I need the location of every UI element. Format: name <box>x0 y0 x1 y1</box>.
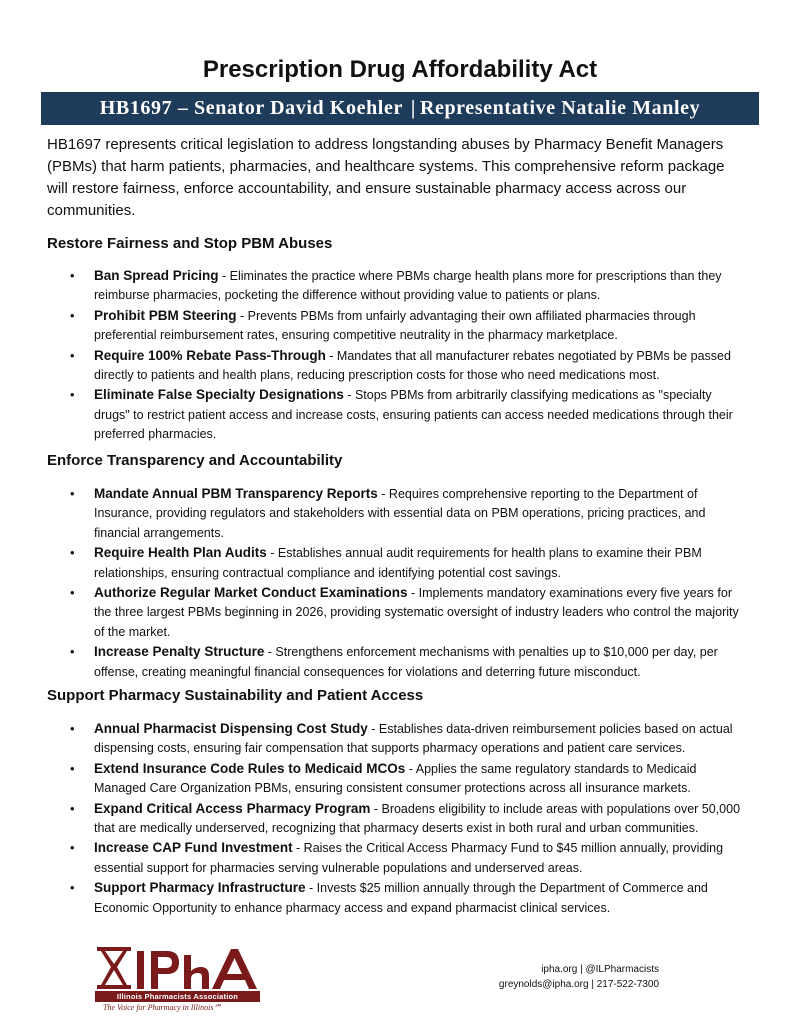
item-term: Support Pharmacy Infrastructure <box>94 880 306 896</box>
item-term: Require 100% Rebate Pass-Through <box>94 347 326 363</box>
bullet-icon: • <box>70 840 75 856</box>
list-item <box>70 719 750 759</box>
item-description: - Invests $25 million annually through the Department of Commerce and Economic Opportunity to enhance pharmacy access and expand pharmacist clinical services. <box>94 881 708 915</box>
contact-info <box>499 962 659 992</box>
bullet-icon: • <box>70 387 75 403</box>
item-description: - Prevents PBMs from unfairly advantaging their own affiliated pharmacies through preferential reimbursement rates, ensuring competitive neutrality in the pharmacy marketplace. <box>94 308 696 343</box>
item-term: Prohibit PBM Steering <box>94 307 237 323</box>
section-heading: Enforce Transparency and Accountability <box>47 452 343 469</box>
item-term: Expand Critical Access Pharmacy Program <box>94 800 371 816</box>
list-item <box>70 583 750 642</box>
document-title: Prescription Drug Affordability Act <box>202 56 598 83</box>
list-item <box>70 759 750 799</box>
bullet-icon: • <box>70 268 75 283</box>
item-term: Annual Pharmacist Dispensing Cost Study <box>94 721 368 736</box>
bullet-icon: • <box>70 644 75 660</box>
item-description: - Eliminates the practice where PBMs charge health plans more for prescriptions than they reimburse pharmacies, pocketing the difference without providing value to patients or plans. <box>94 269 722 303</box>
item-description: - Strengthens enforcement mechanisms with penalties up to $10,000 per day, per offense, creating meaningful financial consequences for violations and deterring future misconduct. <box>94 645 718 679</box>
item-description: - Applies the same regulatory standards to Medicaid Managed Care Organization PBMs, ensuring consistent consumer protections across all insurance markets. <box>94 761 697 796</box>
item-term: Authorize Regular Market Conduct Examinations <box>94 585 408 601</box>
bullet-icon: • <box>70 585 75 601</box>
bullet-icon: • <box>70 800 75 816</box>
bullet-icon: • <box>70 486 75 501</box>
bullet-icon: • <box>70 721 75 736</box>
banner-representative: Representative Natalie Manley <box>419 97 701 119</box>
bullet-icon: • <box>70 880 75 896</box>
item-description: - Mandates that all manufacturer rebates negotiated by PBMs be passed directly to patients and health plans, reducing prescription costs for those who need medications most. <box>94 348 731 383</box>
item-description: - Stops PBMs from arbitrarily classifying medications as "specialty drugs" to restrict patient access and increase costs, ensuring patients can access needed medications through their preferred pharmacies. <box>94 388 733 442</box>
list-item <box>70 878 750 918</box>
section-list <box>70 484 750 682</box>
item-term: Require Health Plan Audits <box>94 545 267 561</box>
item-description: - Requires comprehensive reporting to the Department of Insurance, providing regulators and stakeholders with essential data on PBM operations, pricing practices, and financial arrangements. <box>94 487 706 540</box>
intro-paragraph: HB1697 represents critical legislation to address longstanding abuses by Pharmacy Benefit Managers (PBMs) that harm patients, pharmacies, and healthcare systems. This comprehensive reform package will restore fairness, enforce accountability, and ensure sustainable pharmacy access across our communities. <box>47 136 725 219</box>
contact-email-phone: greynolds@ipha.org | 217-522-7300 <box>498 979 659 990</box>
item-description: - Implements mandatory examinations every five years for the three largest PBMs beginning in 2026, providing systematic oversight of industry leaders who control the majority of the market. <box>94 586 739 639</box>
list-item <box>70 799 750 839</box>
item-term: Eliminate False Specialty Designations <box>94 387 344 403</box>
banner-separator: | <box>410 97 416 119</box>
list-item <box>70 266 750 306</box>
list-item <box>70 306 750 346</box>
item-description: - Broadens eligibility to include areas with populations over 50,000 that are medically underserved, recognizing that pharmacy deserts exist in both rural and urban communities. <box>94 801 741 836</box>
list-item <box>70 346 750 386</box>
list-item <box>70 543 750 583</box>
ipha-association-name: Illinois Pharmacists Association <box>95 991 260 1002</box>
bullet-icon: • <box>70 307 75 323</box>
bullet-icon: • <box>70 545 75 561</box>
contact-web-social: ipha.org | @ILPharmacists <box>541 964 659 975</box>
bullet-icon: • <box>70 760 75 776</box>
item-description: - Establishes annual audit requirements for health plans to examine their PBM relationships, ensuring contractual compliance and identifying potential cost savings. <box>94 546 702 580</box>
item-term: Increase CAP Fund Investment <box>94 840 293 856</box>
item-description: - Raises the Critical Access Pharmacy Fund to $45 million annually, providing essential support for pharmacies serving vulnerable populations and underserved areas. <box>94 841 724 875</box>
section-heading: Restore Fairness and Stop PBM Abuses <box>47 235 333 252</box>
section-list <box>70 266 750 445</box>
item-term: Extend Insurance Code Rules to Medicaid MCOs <box>94 760 406 776</box>
ipha-tagline: The Voice for Pharmacy in Illinois℠ <box>103 1003 222 1012</box>
banner-bill-sponsor: HB1697 – Senator David Koehler <box>99 97 403 119</box>
section-heading: Support Pharmacy Sustainability and Patient Access <box>47 687 424 704</box>
ipha-logo <box>95 945 265 1013</box>
item-term: Mandate Annual PBM Transparency Reports <box>94 486 378 501</box>
item-term: Ban Spread Pricing <box>94 268 219 283</box>
item-description: - Establishes data-driven reimbursement policies based on actual dispensing costs, ensuring fair compensation that supports pharmacy operations and patient care services. <box>94 722 733 756</box>
sponsor-banner <box>41 92 759 125</box>
section-list <box>70 719 750 918</box>
list-item <box>70 642 750 682</box>
ipha-wordmark <box>95 945 265 991</box>
item-term: Increase Penalty Structure <box>94 644 265 660</box>
bullet-icon: • <box>70 347 75 363</box>
list-item <box>70 484 750 543</box>
list-item <box>70 385 750 444</box>
list-item <box>70 838 750 878</box>
